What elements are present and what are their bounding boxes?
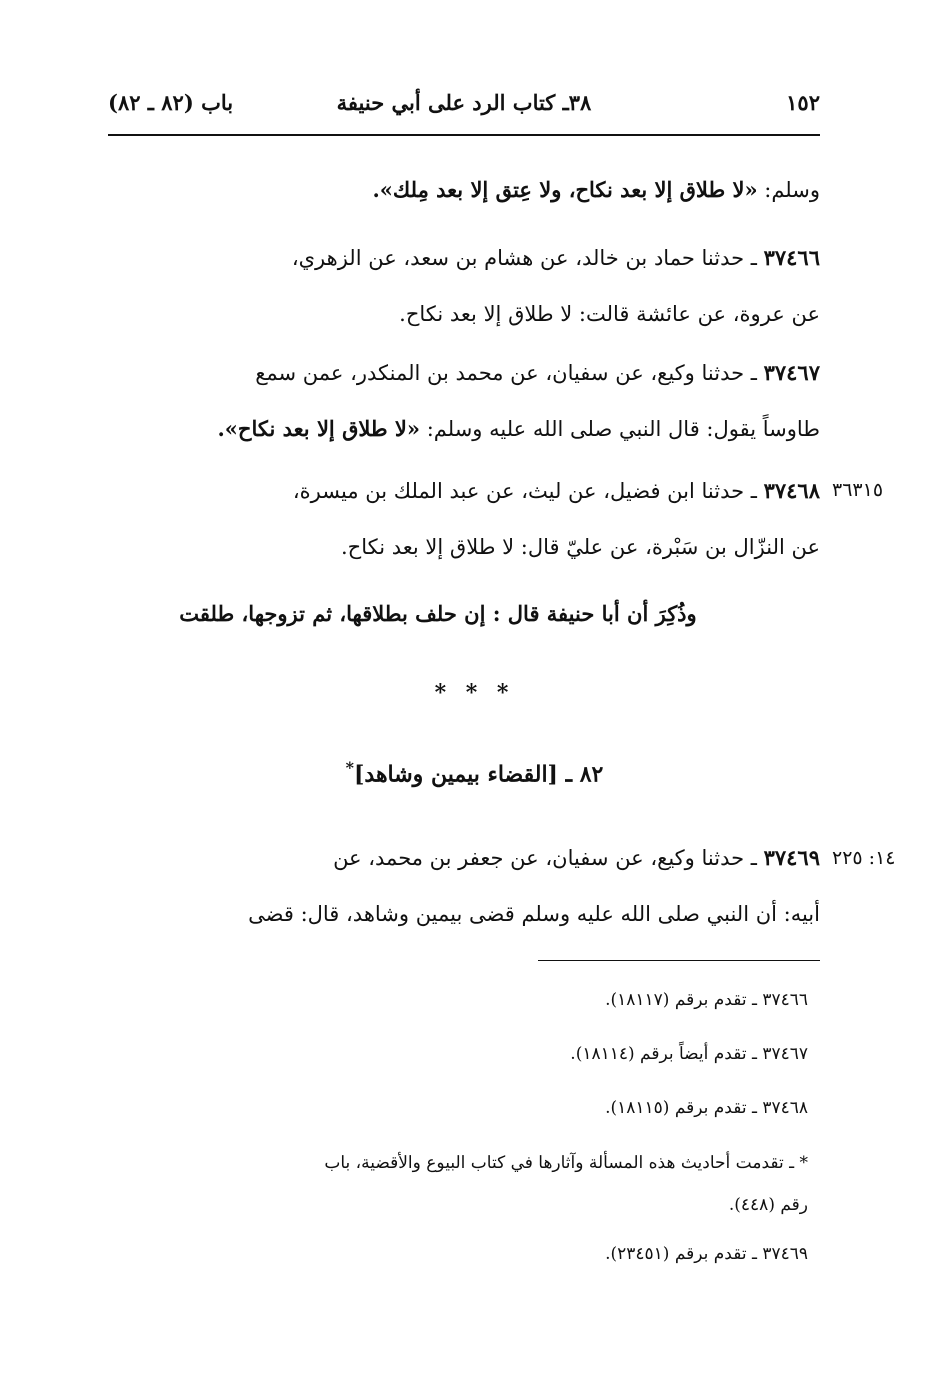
hadith-line (108, 830, 820, 886)
running-header (108, 90, 820, 126)
chapter-label: باب (٨٢ ـ ٨٢) (108, 90, 234, 115)
footnote: ٣٧٤٦٦ ـ تقدم برقم (١٨١١٧). (605, 990, 808, 1010)
hadith-text: طاوساً يقول: قال النبي صلى الله عليه وسلم: (420, 417, 820, 441)
footnote: ٣٧٤٦٧ ـ تقدم أيضاً برقم (١٨١١٤). (570, 1044, 808, 1064)
hadith-number: ٣٧٤٦٩ (763, 845, 820, 870)
hadith-quote: «لا طلاق إلا بعد نكاح». (217, 416, 421, 441)
hadith-text: ـ حدثنا حماد بن خالد، عن هشام بن سعد، عن الزهري، (291, 246, 764, 270)
continuation-paragraph (108, 162, 820, 218)
footnote-rule (538, 960, 820, 961)
section-title-text: ٨٢ ـ [القضاء بيمين وشاهد] (353, 761, 604, 788)
hadith-line (108, 230, 820, 286)
hadith-text: ـ حدثنا ابن فضيل، عن ليث، عن عبد الملك بن ميسرة، (292, 479, 764, 503)
header-rule (108, 134, 820, 136)
hadith-line (108, 463, 820, 519)
hadith-37467 (108, 345, 820, 457)
margin-reference: ٣٦٣١٥ (832, 479, 884, 501)
footnote-section-note (108, 1142, 808, 1226)
hadith-number: ٣٧٤٦٧ (763, 360, 820, 385)
margin-reference: ١٤: ٢٢٥ (832, 847, 896, 869)
hadith-number: ٣٧٤٦٦ (763, 245, 820, 270)
hadith-37469 (108, 830, 820, 942)
section-footnote-marker: * (345, 758, 354, 777)
footnote: ٣٧٤٦٩ ـ تقدم برقم (٢٣٤٥١). (605, 1244, 808, 1264)
abu-hanifa-statement (108, 586, 768, 642)
hadith-line (108, 401, 820, 457)
section-title (0, 758, 949, 787)
hadith-line: عن النزّال بن سَبْرة، عن عليّ قال: لا طلاق إلا بعد نكاح. (341, 535, 820, 559)
footnote-line: رقم (٤٤٨). (728, 1195, 808, 1215)
continuation-line (108, 162, 820, 218)
book-title: ٣٨ـ كتاب الرد على أبي حنيفة (336, 90, 592, 115)
footnote: ٣٧٤٦٨ ـ تقدم برقم (١٨١١٥). (605, 1098, 808, 1118)
hadith-37466 (108, 230, 820, 342)
continuation-prefix: وسلم: (757, 178, 820, 202)
section-separator: * * * (434, 680, 515, 706)
hadith-number: ٣٧٤٦٨ (763, 478, 820, 503)
hadith-line (108, 345, 820, 401)
continuation-quote: «لا طلاق إلا بعد نكاح، ولا عِتق إلا بعد مِلك». (372, 177, 758, 202)
hadith-line: أبيه: أن النبي صلى الله عليه وسلم قضى بيمين وشاهد، قال: قضى (248, 902, 820, 926)
hadith-text: ـ حدثنا وكيع، عن سفيان، عن جعفر بن محمد، عن (333, 846, 764, 870)
hadith-line: عن عروة، عن عائشة قالت: لا طلاق إلا بعد نكاح. (399, 302, 820, 326)
hadith-text: ـ حدثنا وكيع، عن سفيان، عن محمد بن المنكدر، عمن سمع (255, 361, 764, 385)
page-number: ١٥٢ (786, 90, 820, 115)
hadith-37468 (108, 463, 820, 575)
statement-line: وذُكِرَ أن أبا حنيفة قال : إن حلف بطلاقها، ثم تزوجها، طلقت (179, 601, 697, 626)
footnote-line: * ـ تقدمت أحاديث هذه المسألة وآثارها في كتاب البيوع والأقضية، باب (324, 1153, 808, 1173)
